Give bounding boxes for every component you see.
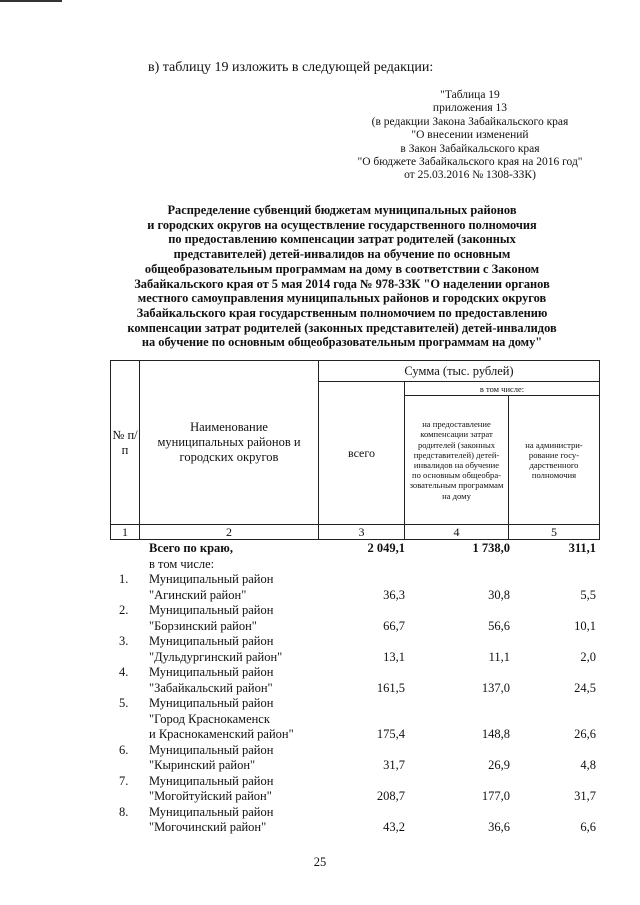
row-total: 208,7 xyxy=(376,789,405,803)
header-compensation: на предоставление компенсации затрат родителей (законных представителей) детей-инвалидов на обучение по основным общеобра-зовательным программам на дому xyxy=(404,395,509,525)
intro-text: в) таблицу 19 изложить в следующей редакции: xyxy=(148,60,434,75)
row-name: Всего по краю, xyxy=(149,541,233,555)
row-administration: 311,1 xyxy=(568,541,596,555)
heading-line: и городских округов на осуществление государственного полномочия xyxy=(147,217,537,232)
row-compensation: 36,6 xyxy=(488,820,510,834)
row-number: 4. xyxy=(119,665,129,679)
row-compensation: 148,8 xyxy=(481,727,510,741)
caption-line: приложения 13 xyxy=(432,102,508,115)
row-name: "Борзинский район" xyxy=(149,618,257,633)
row-name: "Могойтуйский район" xyxy=(149,789,272,803)
table-header xyxy=(110,360,600,540)
table-row xyxy=(110,743,600,774)
column-index: 2 xyxy=(139,524,319,540)
row-administration: 6,6 xyxy=(580,820,596,834)
table-row xyxy=(110,557,600,573)
row-number: 5. xyxy=(119,696,129,710)
row-administration: 31,7 xyxy=(574,789,596,803)
row-compensation: 137,0 xyxy=(481,680,510,695)
row-number: 2. xyxy=(119,603,129,617)
column-index: 5 xyxy=(508,524,600,540)
table-row xyxy=(110,665,600,696)
document-heading xyxy=(98,203,586,350)
table-row xyxy=(110,696,600,743)
row-total: 66,7 xyxy=(383,618,405,633)
row-compensation: 1 738,0 xyxy=(472,541,510,555)
row-total: 2 049,1 xyxy=(367,541,405,555)
table-row xyxy=(110,541,600,557)
row-compensation: 26,9 xyxy=(488,758,510,772)
header-including: в том числе: xyxy=(404,381,600,396)
header-name: Наименование муниципальных районов и городских округов xyxy=(139,360,319,525)
row-number: 1. xyxy=(119,572,129,586)
row-name: "Дульдургинский район" xyxy=(149,649,283,664)
row-name: Муниципальный район xyxy=(149,696,274,710)
row-name: "Кыринский район" xyxy=(149,758,256,772)
heading-line: Забайкальского края государственным полномочием по предоставлению xyxy=(136,305,548,320)
row-number: 8. xyxy=(119,804,129,819)
row-administration: 4,8 xyxy=(580,758,596,772)
row-total: 31,7 xyxy=(383,758,405,772)
column-index: 4 xyxy=(404,524,509,540)
heading-line: местного самоуправления муниципальных районов и городских округов xyxy=(137,291,547,306)
row-administration: 2,0 xyxy=(580,649,596,664)
row-name: и Краснокаменский район" xyxy=(149,727,294,741)
header-sum: Сумма (тыс. рублей) xyxy=(318,360,600,382)
row-compensation: 30,8 xyxy=(488,587,510,602)
header-administration: на администри-рование госу-дарственного полномочия xyxy=(508,395,600,525)
row-name: Муниципальный район xyxy=(149,665,274,679)
row-name: "Могочинский район" xyxy=(149,820,267,834)
table-row xyxy=(110,603,600,634)
column-index: 3 xyxy=(318,524,405,540)
row-name: "Город Краснокаменск xyxy=(149,711,270,726)
heading-line: Распределение субвенций бюджетам муниципальных районов xyxy=(167,203,517,217)
heading-line: представителей) детей-инвалидов на обучение по основным xyxy=(173,247,511,262)
row-compensation: 56,6 xyxy=(488,618,510,633)
row-compensation: 177,0 xyxy=(481,789,510,803)
row-administration: 26,6 xyxy=(574,727,596,741)
row-administration: 24,5 xyxy=(574,680,596,695)
table-body xyxy=(110,541,600,836)
table-row xyxy=(110,774,600,805)
row-name: Муниципальный район xyxy=(149,572,274,586)
row-name: Муниципальный район xyxy=(149,603,274,617)
caption-line: от 25.03.2016 № 1308-ЗЗК) xyxy=(404,169,536,182)
caption-line: "О внесении изменений xyxy=(411,129,529,142)
row-administration: 5,5 xyxy=(580,587,596,602)
row-number: 6. xyxy=(119,742,129,757)
top-rule xyxy=(0,0,62,2)
caption-line: в Закон Забайкальского края xyxy=(400,142,540,155)
caption-line: "О бюджете Забайкальского края на 2016 год" xyxy=(357,156,583,169)
header-number: № п/п xyxy=(110,360,140,525)
row-name: "Забайкальский район" xyxy=(149,680,273,695)
column-index: 1 xyxy=(110,524,140,540)
row-total: 161,5 xyxy=(376,680,405,695)
page-number: 25 xyxy=(313,855,327,869)
row-name: Муниципальный район xyxy=(149,634,274,648)
heading-line: общеобразовательным программам на дому в соответствии с Законом xyxy=(144,261,540,276)
row-total: 13,1 xyxy=(383,649,405,664)
row-number: 7. xyxy=(119,773,129,788)
table-row xyxy=(110,572,600,603)
row-administration: 10,1 xyxy=(574,618,596,633)
row-total: 36,3 xyxy=(383,587,405,602)
header-total: всего xyxy=(318,381,405,525)
row-name: в том числе: xyxy=(149,556,215,571)
caption-line: (в редакции Закона Забайкальского края xyxy=(371,115,569,128)
heading-line: на обучение по основным общеобразовательным программам на дому" xyxy=(141,335,543,350)
row-compensation: 11,1 xyxy=(488,649,510,664)
heading-line: компенсации затрат родителей (законных представителей) детей-инвалидов xyxy=(127,320,557,335)
row-name: Муниципальный район xyxy=(149,804,274,819)
row-name: "Агинский район" xyxy=(149,587,247,602)
row-number: 3. xyxy=(119,634,129,648)
table-caption xyxy=(320,89,620,183)
table-row xyxy=(110,805,600,836)
heading-line: Забайкальского края от 5 мая 2014 года № 978-ЗЗК "О наделении органов xyxy=(134,276,550,291)
row-total: 43,2 xyxy=(383,820,405,834)
row-name: Муниципальный район xyxy=(149,773,274,788)
caption-line: "Таблица 19 xyxy=(440,89,500,101)
row-total: 175,4 xyxy=(376,727,405,741)
heading-line: по предоставлению компенсации затрат родителей (законных xyxy=(168,232,516,247)
row-name: Муниципальный район xyxy=(149,742,274,757)
table-row xyxy=(110,634,600,665)
